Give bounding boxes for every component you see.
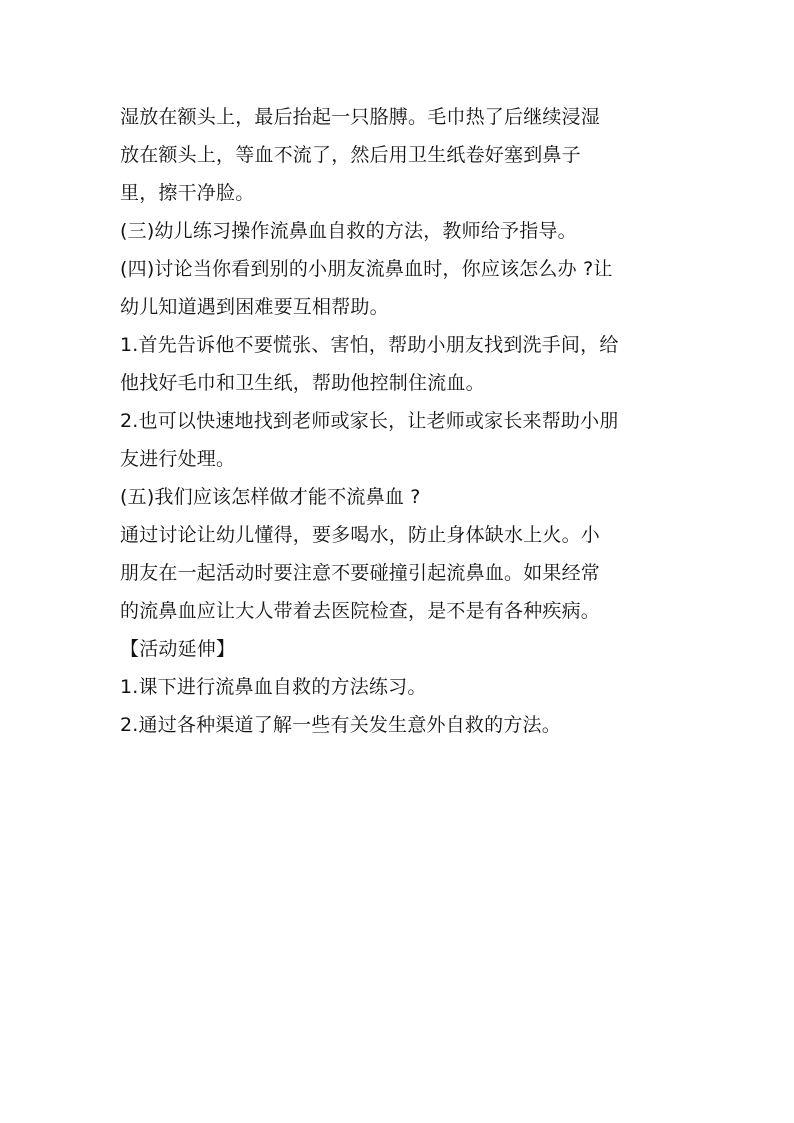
list-item-2: 2.也可以快速地找到老师或家长，让老师或家长来帮助小朋 bbox=[120, 410, 619, 432]
extension-item-2: 2.通过各种渠道了解一些有关发生意外自救的方法。 bbox=[120, 714, 561, 736]
text-line: 他找好毛巾和卫生纸，帮助他控制住流血。 bbox=[120, 372, 485, 394]
text-line: 里，擦干净脸。 bbox=[120, 182, 255, 204]
text-line: 友进行处理。 bbox=[120, 448, 236, 470]
text-line: 朋友在一起活动时要注意不要碰撞引起流鼻血。如果经常 bbox=[120, 562, 601, 584]
section-heading-5: (五)我们应该怎样做才能不流鼻血 ? bbox=[120, 486, 421, 508]
section-heading-4: (四)讨论当你看到别的小朋友流鼻血时，你应该怎么办 ?让 bbox=[120, 258, 613, 280]
text-line: 湿放在额头上，最后抬起一只胳膊。毛巾热了后继续浸湿 bbox=[120, 106, 601, 128]
list-item-1: 1.首先告诉他不要慌张、害怕，帮助小朋友找到洗手间，给 bbox=[120, 334, 619, 356]
text-line: 的流鼻血应让大人带着去医院检查，是不是有各种疾病。 bbox=[120, 600, 601, 622]
document-body bbox=[120, 98, 680, 744]
text-line: 放在额头上，等血不流了，然后用卫生纸卷好塞到鼻子 bbox=[120, 144, 581, 166]
text-line: 通过讨论让幼儿懂得，要多喝水，防止身体缺水上火。小 bbox=[120, 524, 601, 546]
extension-item-1: 1.课下进行流鼻血自救的方法练习。 bbox=[120, 676, 427, 698]
section-heading-3: (三)幼儿练习操作流鼻血自救的方法，教师给予指导。 bbox=[120, 220, 577, 242]
text-line: 幼儿知道遇到困难要互相帮助。 bbox=[120, 296, 389, 318]
activity-extension-heading: 【活动延伸】 bbox=[120, 638, 236, 660]
